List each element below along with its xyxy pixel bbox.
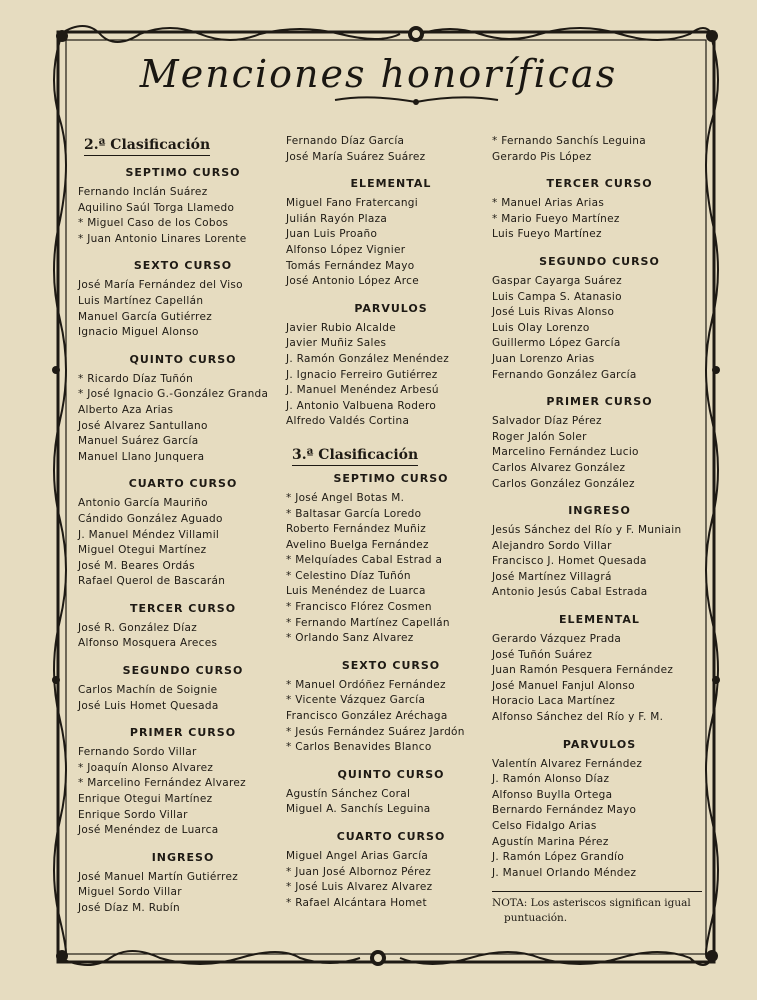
group-title: SEXTO CURSO xyxy=(133,259,233,273)
list-item: Gerardo Vázquez Prada xyxy=(492,633,622,646)
list-item: Marcelino Fernández Lucio xyxy=(492,446,639,459)
list-item: Luis Martínez Capellán xyxy=(78,294,204,307)
list-item: Luis Campa S. Atanasio xyxy=(492,290,622,303)
list-item: Fernando Díaz García xyxy=(286,135,405,147)
column-3 xyxy=(492,134,707,926)
list-item: José Manuel Martín Gutiérrez xyxy=(78,870,239,883)
list-item: * Rafael Alcántara Homet xyxy=(286,896,427,909)
list-item: Luis Olay Lorenzo xyxy=(492,321,590,334)
column-2 xyxy=(286,134,496,911)
list-item: J. Manuel Orlando Méndez xyxy=(492,866,637,879)
list-item: Enrique Otegui Martínez xyxy=(78,793,213,806)
list-item: Javier Rubio Alcalde xyxy=(286,321,396,334)
list-item: Luis Fueyo Martínez xyxy=(492,228,602,241)
list-item: Fernando González García xyxy=(492,368,637,381)
list-item: J. Ramón González Menéndez xyxy=(286,352,450,365)
list-item: Juan Luis Proaño xyxy=(286,228,378,241)
list-item: Horacio Laca Martínez xyxy=(492,695,616,708)
list-item: * Carlos Benavides Blanco xyxy=(286,741,432,754)
list-item: * Fernando Martínez Capellán xyxy=(286,616,450,629)
list-item: Rafael Querol de Bascarán xyxy=(78,575,226,588)
list-item: Cándido González Aguado xyxy=(78,512,223,525)
list-item: Luis Menéndez de Luarca xyxy=(286,585,426,598)
list-item: Miguel Sordo Villar xyxy=(78,886,182,899)
list-item: Celso Fidalgo Arias xyxy=(492,820,597,832)
list-item: José Menéndez de Luarca xyxy=(78,824,219,837)
group-title: ELEMENTAL xyxy=(559,613,640,627)
list-item: Alfonso Mosquera Areces xyxy=(78,637,218,650)
list-item: Miguel Fano Fratercangi xyxy=(286,197,418,210)
list-item: Salvador Díaz Pérez xyxy=(492,415,602,428)
list-item: Guillermo López García xyxy=(492,337,621,350)
list-item: * Juan Antonio Linares Lorente xyxy=(78,232,247,245)
list-item: Antonio Jesús Cabal Estrada xyxy=(492,586,648,599)
list-item: Tomás Fernández Mayo xyxy=(286,259,415,272)
list-item: * Fernando Sanchís Leguina xyxy=(492,135,646,147)
list-item: * Orlando Sanz Alvarez xyxy=(286,632,414,645)
list-item: Alfredo Valdés Cortina xyxy=(286,415,410,428)
list-item: * Francisco Flórez Cosmen xyxy=(286,601,432,614)
list-item: Manuel Suárez García xyxy=(78,435,199,448)
list-item: Carlos Machín de Soignie xyxy=(78,684,218,697)
list-item: Antonio García Mauriño xyxy=(78,497,208,510)
group-title: TERCER CURSO xyxy=(129,601,237,615)
list-item: Ignacio Miguel Alonso xyxy=(78,326,199,339)
group-title: PARVULOS xyxy=(562,737,637,751)
list-item: Jesús Sánchez del Río y F. Muniain xyxy=(492,524,682,537)
list-item: Fernando Inclán Suárez xyxy=(78,186,208,198)
list-item: José Luis Homet Quesada xyxy=(78,699,219,712)
list-item: Valentín Alvarez Fernández xyxy=(492,757,643,770)
list-item: Alejandro Sordo Villar xyxy=(492,539,612,552)
list-item: José Luis Rivas Alonso xyxy=(492,306,615,319)
list-item: José Tuñón Suárez xyxy=(492,648,593,661)
group-title: QUINTO CURSO xyxy=(337,767,445,781)
list-item: * Vicente Vázquez García xyxy=(286,694,426,707)
list-item: Miguel Angel Arias García xyxy=(286,850,429,862)
list-item: Alfonso Buylla Ortega xyxy=(492,788,613,801)
list-item: José Manuel Fanjul Alonso xyxy=(492,679,635,692)
list-item: * Manuel Arias Arias xyxy=(492,197,605,210)
group-title: INGRESO xyxy=(568,504,631,518)
list-item: * Joaquín Alonso Alvarez xyxy=(78,761,214,774)
group-title: SEGUNDO CURSO xyxy=(122,664,244,678)
group-title: SEXTO CURSO xyxy=(341,658,441,672)
list-item: J. Manuel Méndez Villamil xyxy=(78,528,220,541)
group-title: ELEMENTAL xyxy=(350,177,432,191)
group-title: PRIMER CURSO xyxy=(546,395,653,409)
list-item: * Ricardo Díaz Tuñón xyxy=(78,372,194,385)
list-item: J. Ramón Alonso Díaz xyxy=(492,773,610,786)
column-1 xyxy=(78,134,288,917)
list-item: Francisco González Aréchaga xyxy=(286,710,448,723)
page-title: Menciones honoríficas xyxy=(139,52,618,96)
list-item: José María Suárez Suárez xyxy=(286,150,426,163)
group-title: CUARTO CURSO xyxy=(128,477,238,491)
list-item: Agustín Sánchez Coral xyxy=(286,787,411,800)
list-item: Miguel A. Sanchís Leguina xyxy=(286,803,431,816)
group-title: SEGUNDO CURSO xyxy=(539,254,660,268)
list-item: Julián Rayón Plaza xyxy=(286,212,388,225)
list-item: * Mario Fueyo Martínez xyxy=(492,212,620,225)
footnote-line: NOTA: Los asteriscos significan igual xyxy=(492,897,691,910)
group-title: SEPTIMO CURSO xyxy=(125,166,241,179)
list-item: José R. González Díaz xyxy=(78,621,198,634)
list-item: Aquilino Saúl Torga Llamedo xyxy=(78,201,235,214)
group-title: INGRESO xyxy=(151,850,215,864)
list-item: * Melquíades Cabal Estrad a xyxy=(286,554,443,567)
list-item: José Martínez Villagrá xyxy=(492,570,612,583)
list-item: Manuel García Gutiérrez xyxy=(78,310,213,323)
list-item: Gaspar Cayarga Suárez xyxy=(492,274,622,287)
list-item: Carlos González González xyxy=(492,477,635,490)
list-item: Enrique Sordo Villar xyxy=(78,808,188,821)
list-item: Javier Muñiz Sales xyxy=(286,337,387,350)
list-item: Carlos Alvarez González xyxy=(492,461,626,474)
list-item: José María Fernández del Viso xyxy=(78,279,243,292)
list-item: * Jesús Fernández Suárez Jardón xyxy=(286,725,465,738)
footnote-line: puntuación. xyxy=(504,912,568,925)
list-item: * Celestino Díaz Tuñón xyxy=(286,569,411,582)
list-item: Roberto Fernández Muñiz xyxy=(286,523,427,536)
list-item: Juan Ramón Pesquera Fernández xyxy=(492,664,674,677)
group-title: CUARTO CURSO xyxy=(336,830,446,843)
list-item: J. Manuel Menéndez Arbesú xyxy=(286,384,439,397)
list-item: * Miguel Caso de los Cobos xyxy=(78,217,229,230)
group-title: TERCER CURSO xyxy=(546,177,653,191)
section-title-2nd: 2.ª Clasificación xyxy=(84,137,210,156)
list-item: José M. Beares Ordás xyxy=(78,559,195,572)
list-item: * Manuel Ordóñez Fernández xyxy=(286,678,446,691)
list-item: Bernardo Fernández Mayo xyxy=(492,804,637,817)
list-item: Agustín Marina Pérez xyxy=(492,835,609,848)
list-item: * José Angel Botas M. xyxy=(286,491,405,504)
list-item: * Juan José Albornoz Pérez xyxy=(286,865,432,878)
list-item: Fernando Sordo Villar xyxy=(78,746,197,759)
list-item: Alfonso López Vignier xyxy=(286,243,406,256)
list-item: Avelino Buelga Fernández xyxy=(286,538,429,551)
section-title-3rd: 3.ª Clasificación xyxy=(292,447,418,466)
footnote xyxy=(492,891,702,926)
list-item: * Marcelino Fernández Alvarez xyxy=(78,777,246,790)
list-item: J. Ramón López Grandío xyxy=(492,851,625,864)
list-item: Gerardo Pis López xyxy=(492,150,592,163)
list-item: J. Ignacio Ferreiro Gutiérrez xyxy=(286,368,438,381)
list-item: Miguel Otegui Martínez xyxy=(78,544,207,557)
list-item: Alfonso Sánchez del Río y F. M. xyxy=(492,711,664,724)
list-item: J. Antonio Valbuena Rodero xyxy=(286,399,437,412)
list-item: * José Ignacio G.-González Granda xyxy=(78,388,269,401)
group-title: PARVULOS xyxy=(354,301,428,315)
group-title: QUINTO CURSO xyxy=(129,352,237,366)
list-item: Alberto Aza Arias xyxy=(78,403,174,416)
list-item: Manuel Llano Junquera xyxy=(78,450,205,463)
list-item: Roger Jalón Soler xyxy=(492,430,587,443)
list-item: * Baltasar García Loredo xyxy=(286,507,422,520)
list-item: José Alvarez Santullano xyxy=(78,419,208,432)
group-title: PRIMER CURSO xyxy=(129,726,237,740)
list-item: * José Luis Alvarez Alvarez xyxy=(286,881,433,894)
list-item: Juan Lorenzo Arias xyxy=(492,352,595,365)
list-item: Francisco J. Homet Quesada xyxy=(492,555,647,568)
group-title: SEPTIMO CURSO xyxy=(333,471,449,485)
list-item: José Díaz M. Rubín xyxy=(78,902,180,914)
list-item: José Antonio López Arce xyxy=(286,275,419,288)
